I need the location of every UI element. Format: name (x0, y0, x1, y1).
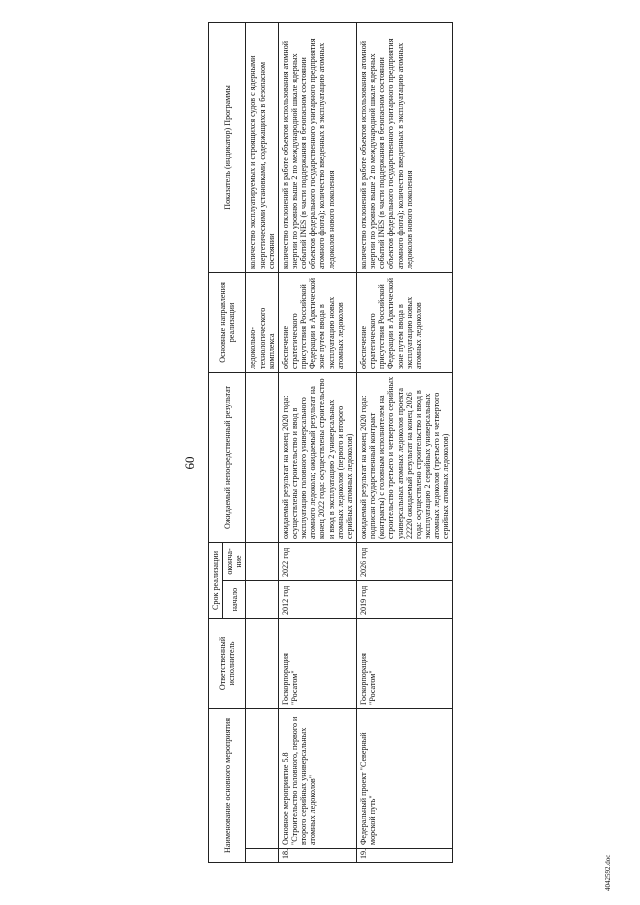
row-start: 2012 год (278, 580, 356, 618)
header-term: Срок реализации (209, 542, 223, 618)
header-start: начало (223, 580, 246, 618)
header-result: Ожидаемый непосредственный результат (209, 372, 246, 542)
header-executor: Ответственный исполнитель (209, 618, 246, 708)
row-executor (246, 618, 278, 708)
table-row (356, 22, 452, 862)
row-end (246, 542, 278, 580)
row-result: ожидаемый результат на конец 2020 года: осуществлены строительство и ввод в эксплуатацию головного универсального атомного ледокола; ожидаемый результат на конец 2022 года: осуществлены строительство и ввод в эксплуатацию 2 универсальных атомных ледоколов (первого и второго серийных атомных ледоколов) (278, 372, 356, 542)
header-end: оконча- ние (223, 542, 246, 580)
row-start (246, 580, 278, 618)
row-indicator: количество отклонений в работе объектов использования атомной энергии по уровню выше 2 по международной шкале ядерных событий INES (в части поддержания в безопасном состоянии объектов федерального государственного унитарного предприятия атомного флота); количество введенных в эксплуатацию атомных ледоколов нового поколения (356, 22, 452, 272)
row-name: Основное мероприятие 5.8 "Строительство головного, первого и второго серийных универсальных атомных ледоколов" (278, 708, 356, 848)
row-directions: ледокольно-технологического комплекса (246, 272, 278, 372)
row-number (246, 849, 278, 863)
header-row-1 (209, 22, 223, 862)
row-number: 19. (356, 849, 452, 863)
program-measures-table (208, 22, 453, 863)
row-name (246, 708, 278, 848)
row-result (246, 372, 278, 542)
row-directions: обеспечение стратегического присутствия Российской Федерации в Арктической зоне путем ввода в эксплуатацию новых атомных ледоколов (278, 272, 356, 372)
row-result: ожидаемый результат на конец 2020 года: подписан государственный контракт (контракты) с головным исполнителем на строительство третьего и четвертого серийных универсальных атомных ледоколов проекта 22220 ожидаемый результат на конец 2026 года: осуществлено строительство и ввод в эксплуатацию 2 серийных универсальных атомных ледоколов (третьего и четвертого серийных атомных ледоколов) (356, 372, 452, 542)
row-indicator: количество отклонений в работе объектов использования атомной энергии по уровню выше 2 по международной шкале ядерных событий INES (в части поддержания в безопасном состоянии объектов федерального государственного унитарного предприятия атомного флота); количество введенных в эксплуатацию атомных ледоколов нового поколения (278, 22, 356, 272)
table-row (278, 22, 356, 862)
row-executor: Госкорпорация "Росатом" (278, 618, 356, 708)
row-directions: обеспечение стратегического присутствия Российской Федерации в Арктической зоне путем ввода в эксплуатацию новых атомных ледоколов (356, 272, 452, 372)
header-directions: Основные направления реализации (209, 272, 246, 372)
row-indicator: количество эксплуатируемых и строящихся судов с ядерными энергетическими установками, содержащихся в безопасном состоянии (246, 22, 278, 272)
header-name: Наименование основного мероприятия (209, 708, 246, 862)
row-number: 18. (278, 849, 356, 863)
header-indicator: Показатель (индикатор) Программы (209, 22, 246, 272)
page-number: 60 (182, 456, 197, 470)
table-row (246, 22, 278, 862)
row-end: 2022 год (278, 542, 356, 580)
row-start: 2019 год (356, 580, 452, 618)
row-end: 2026 год (356, 542, 452, 580)
document-reference: 4042592.doc (604, 854, 612, 891)
row-executor: Госкорпорация "Росатом" (356, 618, 452, 708)
row-name: Федеральный проект "Северный морской путь" (356, 708, 452, 848)
